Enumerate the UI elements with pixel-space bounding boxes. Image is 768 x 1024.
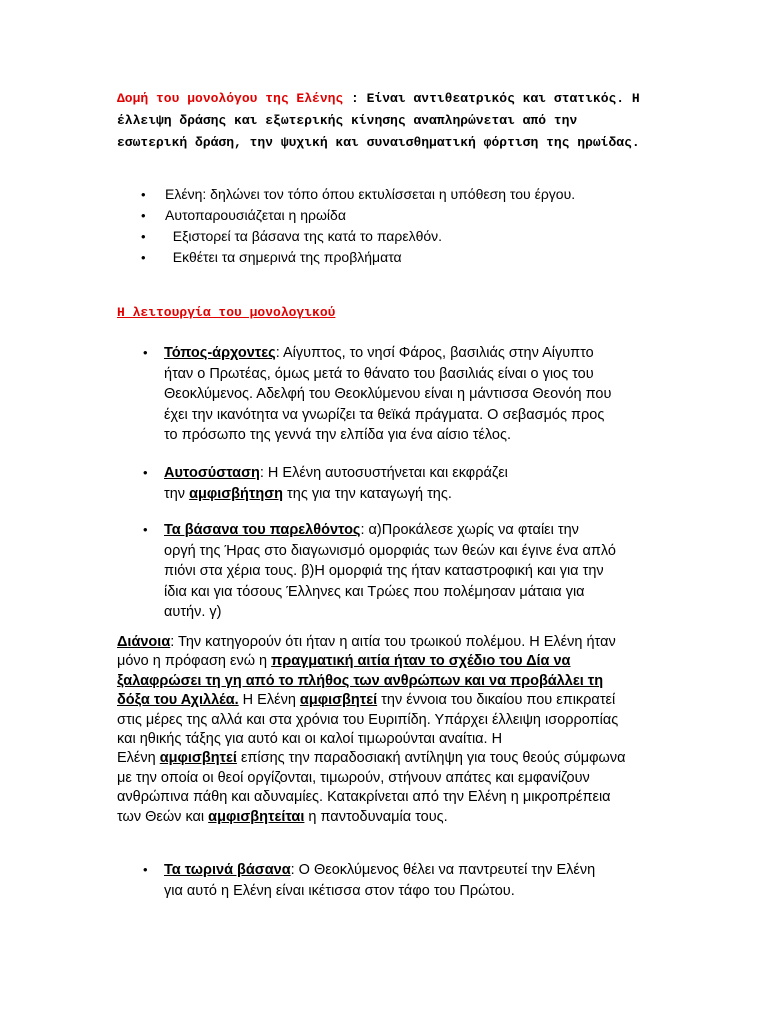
list-item: • Αυτοπαρουσιάζεται η ηρωίδα bbox=[137, 205, 697, 226]
bullet-icon: • bbox=[143, 522, 148, 537]
structure-list bbox=[137, 184, 697, 268]
intro-paragraph bbox=[117, 88, 737, 154]
autosystasi-term: Αυτοσύσταση bbox=[164, 465, 260, 481]
vasana-now-term: Τα τωρινά βάσανα bbox=[164, 862, 291, 878]
bullet-icon: • bbox=[143, 862, 148, 877]
autosystasi-block: • Αυτοσύσταση: Η Ελένη αυτοσυστήνεται και εκφράζει την αμφισβήτηση της για την καταγωγή της. bbox=[143, 465, 508, 502]
vasana-past-term: Τα βάσανα του παρελθόντος bbox=[164, 522, 361, 538]
bullet-icon: • bbox=[143, 465, 148, 480]
list-item: • Ελένη: δηλώνει τον τόπο όπου εκτυλίσσεται η υπόθεση του έργου. bbox=[137, 184, 697, 205]
list-item: • Εξιστορεί τα βάσανα της κατά το παρελθόν. bbox=[137, 226, 697, 247]
section-title: Η λειτουργία του μονολογικού bbox=[117, 305, 336, 320]
dianoia-term: Διάνοια bbox=[117, 634, 171, 650]
dianoia-paragraph: Διάνοια: Την κατηγορούν ότι ήταν η αιτία του τρωικού πολέμου. Η Ελένη ήταν μόνο η πρόφαση ενώ η πραγματική αιτία ήταν το σχέδιο του Δία να ξαλαφρώσει τη γη από το πλήθος των ανθρώπων και να προβάλλει τη δόξα του Αχιλλέα. Η Ελένη αμφισβητεί την έννοια του δικαίου που επικρατεί στις μέρες της αλλά και στα χρόνια του Ευριπίδη. Υπάρχει έλλειψη ισορροπίας και ηθικής τάξης για αυτό και οι καλοί τιμωρούνται αναίτια. Η Ελένη αμφισβητεί επίσης την παραδοσιακή αντίληψη για τους θεούς σύμφωνα με την οποία οι θεοί οργίζονται, τιμωρούν, στήνουν απάτες και εμφανίζουν ανθρώπινα πάθη και αδυναμίες. Κατακρίνεται από την Ελένη η μικροπρέπεια των Θεών και αμφισβητείται η παντοδυναμία τους. bbox=[117, 634, 626, 825]
intro-line-2: έλλειψη δράσης και εξωτερικής κίνησης αναπληρώνεται από την bbox=[117, 113, 578, 128]
topos-block: • Τόπος-άρχοντες: Αίγυπτος, το νησί Φάρος, βασιλιάς στην Αίγυπτο ήταν ο Πρωτέας, όμως μετά το θάνατο του βασιλιάς είναι ο γιος του Θεοκλύμενος. Αδελφή του Θεοκλύμενου είναι η μάντισσα Θεονόη που έχει την ικανότητα να γνωρίζει τα θεϊκά πράγματα. Ο σεβασμός προς το πρόσωπο της γεννά την ελπίδα για ένα αίσιο τέλος. bbox=[143, 345, 612, 443]
vasana-past-block: • Τα βάσανα του παρελθόντος: α)Προκάλεσε χωρίς να φταίει την οργή της Ήρας στο διαγωνισμό ομορφιάς των θεών και έγινε ένα απλό πιόνι στα χέρια τους. β)Η ομορφιά της ήταν καταστροφική και για την ίδια και για τόσους Έλληνες και Τρώες που πολέμησαν μάταια για αυτήν. γ) bbox=[143, 522, 616, 620]
topos-term: Τόπος-άρχοντες bbox=[164, 345, 276, 361]
list-item: • Εκθέτει τα σημερινά της προβλήματα bbox=[137, 247, 697, 268]
intro-line-1: Δομή του μονολόγου της Ελένης : Είναι αντιθεατρικός και στατικός. Η bbox=[117, 91, 640, 106]
vasana-now-block: • Τα τωρινά βάσανα: Ο Θεοκλύμενος θέλει να παντρευτεί την Ελένη για αυτό η Ελένη είναι ικέτισσα στον τάφο του Πρώτου. bbox=[143, 862, 596, 899]
intro-title: Δομή του μονολόγου της Ελένης bbox=[117, 91, 344, 106]
intro-line-3: εσωτερική δράση, την ψυχική και συναισθηματική φόρτιση της ηρωίδας. bbox=[117, 135, 640, 150]
bullet-icon: • bbox=[143, 345, 148, 360]
